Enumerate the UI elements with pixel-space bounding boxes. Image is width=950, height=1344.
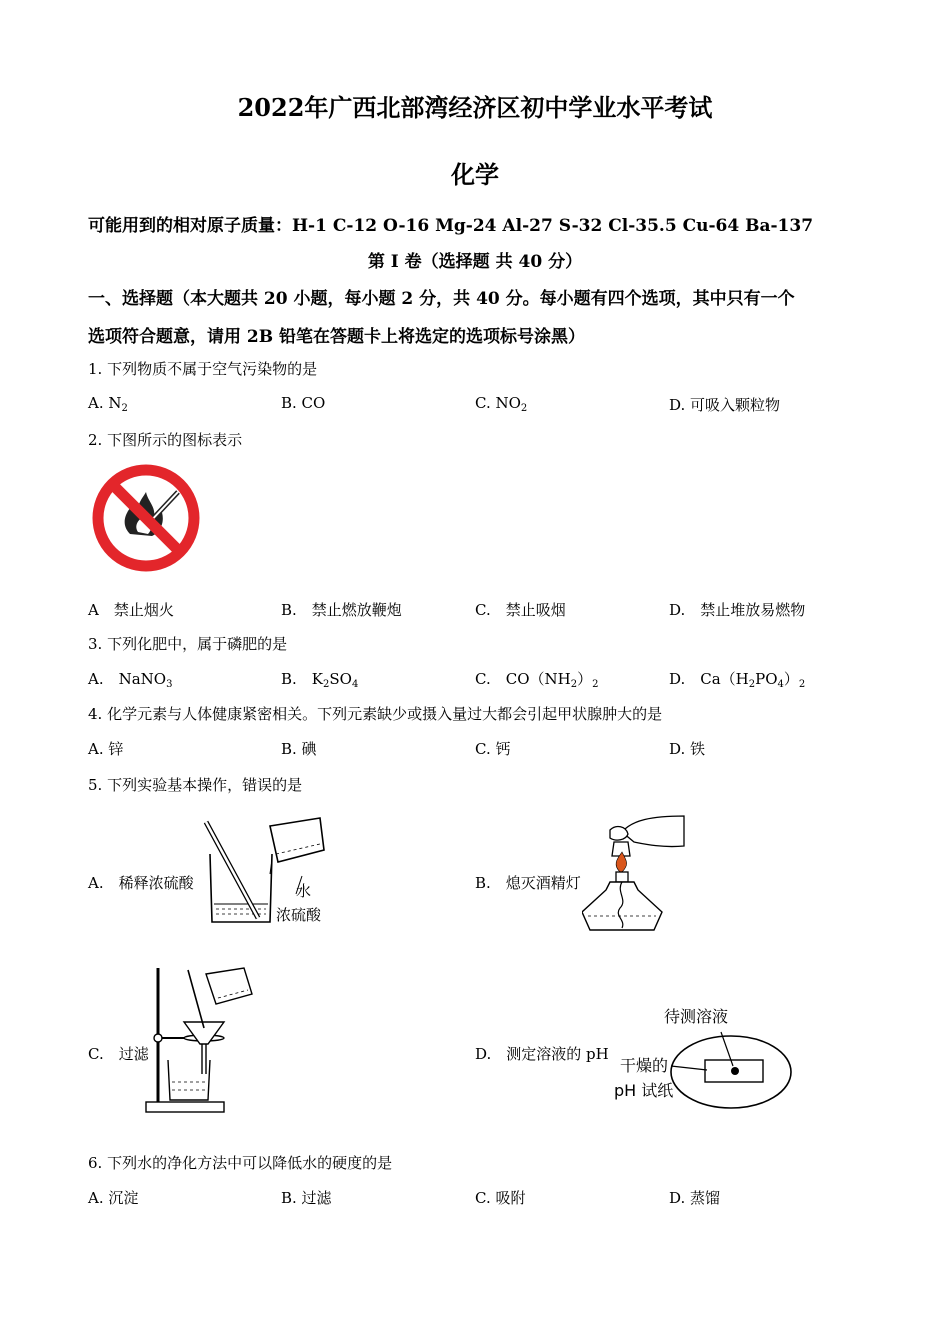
atomic-masses: 可能用到的相对原子质量：H-1 C-12 O-16 Mg-24 Al-27 S-32 Cl-35.5 Cu-64 Ba-137 xyxy=(88,216,814,236)
question-2: 2. 下图所示的图标表示 xyxy=(88,431,243,449)
section-title: 第 I 卷（选择题 共 40 分） xyxy=(367,252,583,272)
fig-d-paper-label: pH 试纸 xyxy=(614,1081,674,1100)
q1-option-a: A. $N_2$ xyxy=(88,394,128,414)
question-3: 3. 下列化肥中，属于磷肥的是 xyxy=(88,635,288,653)
fig-a-water-label: 水 xyxy=(296,882,312,900)
fig-d-dry-label: 干燥的 xyxy=(620,1056,669,1075)
subject-title: 化学 xyxy=(451,160,499,189)
q2-option-a: A 禁止烟火 xyxy=(88,601,174,619)
question-1: 1. 下列物质不属于空气污染物的是 xyxy=(88,360,318,378)
question-6: 6. 下列水的净化方法中可以降低水的硬度的是 xyxy=(88,1154,393,1172)
q3-option-a: A. NaNO$_3$ xyxy=(88,670,173,690)
question-5: 5. 下列实验基本操作，错误的是 xyxy=(88,776,303,794)
q3-option-b: B. $K_2SO_4$ xyxy=(281,670,359,690)
filtration-figure xyxy=(140,964,260,1116)
q4-option-b: B. 碘 xyxy=(281,740,317,758)
fig-d-solution-label: 待测溶液 xyxy=(664,1007,729,1026)
q5-option-a: A. 稀释浓硫酸 xyxy=(88,874,194,892)
q3-option-d: D. $Ca(H_2PO_4)_2$ xyxy=(669,670,806,690)
exam-title: 2022年广西北部湾经济区初中学业水平考试 xyxy=(237,93,713,122)
q5-option-c: C. 过滤 xyxy=(88,1045,149,1063)
q6-option-c: C. 吸附 xyxy=(475,1189,526,1207)
q2-option-b: B. 禁止燃放鞭炮 xyxy=(281,601,402,619)
no-fire-sign-icon xyxy=(90,462,202,574)
fig-a-acid-label: 浓硫酸 xyxy=(276,906,322,924)
alcohol-lamp-figure xyxy=(582,812,687,937)
q4-option-a: A. 锌 xyxy=(88,740,124,758)
q1-option-b: B. CO xyxy=(281,394,326,412)
q2-option-d: D. 禁止堆放易燃物 xyxy=(669,601,806,619)
q1-option-d: D. 可吸入颗粒物 xyxy=(669,396,781,414)
q3-option-c: C. $CO(NH_2)_2$ xyxy=(475,670,599,690)
instructions-line-2: 选项符合题意，请用 2B 铅笔在答题卡上将选定的选项标号涂黑） xyxy=(88,327,586,347)
q5-option-b: B. 熄灭酒精灯 xyxy=(475,874,581,892)
q6-option-a: A. 沉淀 xyxy=(88,1189,139,1207)
q4-option-c: C. 钙 xyxy=(475,740,511,758)
q6-option-b: B. 过滤 xyxy=(281,1189,332,1207)
q4-option-d: D. 铁 xyxy=(669,740,706,758)
q6-option-d: D. 蒸馏 xyxy=(669,1189,721,1207)
instructions-line-1: 一、选择题（本大题共 20 小题，每小题 2 分，共 40 分。每小题有四个选项，其中只有一个 xyxy=(88,289,795,309)
question-4: 4. 化学元素与人体健康紧密相关。下列元素缺少或摄入量过大都会引起甲状腺肿大的是 xyxy=(88,705,663,723)
q1-option-c: C. $NO_2$ xyxy=(475,394,528,414)
q5-option-d: D. 测定溶液的 pH xyxy=(475,1045,609,1063)
q2-option-c: C. 禁止吸烟 xyxy=(475,601,566,619)
